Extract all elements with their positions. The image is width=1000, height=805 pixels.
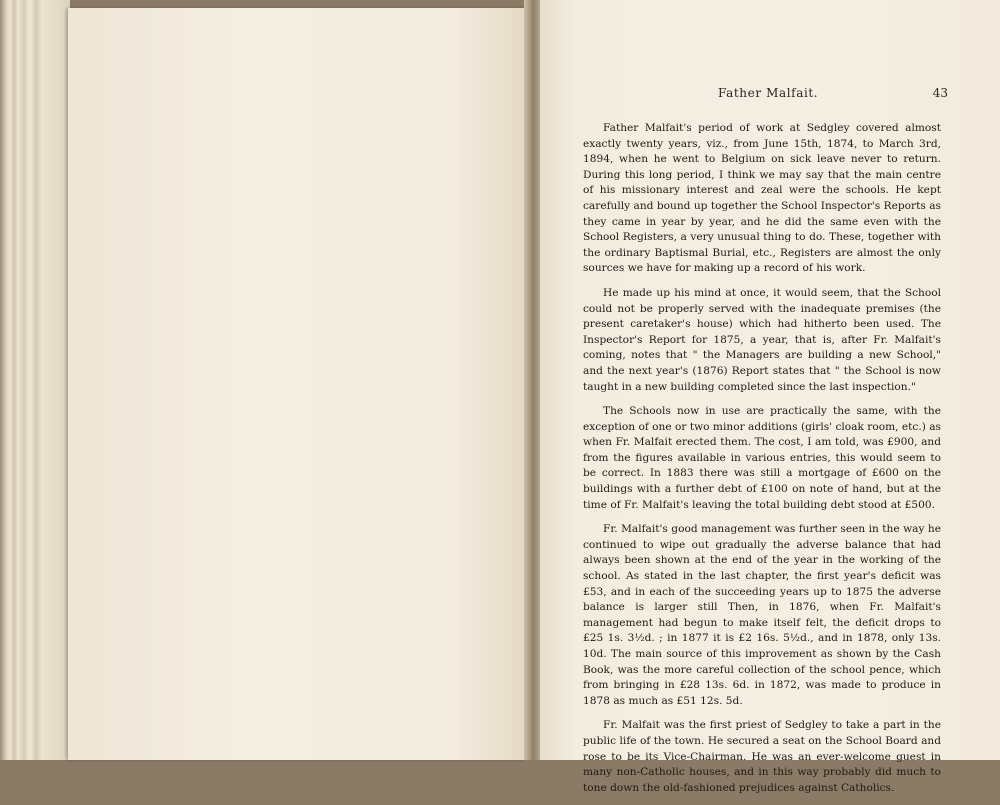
paragraph: Father Malfait's period of work at Sedgley covered almost exactly twenty years, viz., from June 15th, 1874, to March 3rd, 1894, when he went to Belgium on sick leave never to return. During this long period, I think we may say that the main centre of his missionary interest and zeal were the schools. He kept carefully and bound up together the School Inspector's Reports as they came in year by year, and he did the same even with the School Registers, a very unusual thing to do. These, together with the ordinary Baptismal Burial, etc., Registers are almost the only sources we have for making up a record of his work. (583, 122, 941, 275)
paragraph: The Schools now in use are practically the same, with the exception of one or two minor additions (girls' cloak room, etc.) as when Fr. Malfait erected them. The cost, I am told, was £900, and from the figures available in various entries, this would seem to be correct. In 1883 there was still a mortgage of £600 on the buildings with a further debt of £100 on note of hand, but at the time of Fr. Malfait's leaving the total building debt stood at £500. (583, 405, 941, 511)
page-number: 43 (932, 86, 948, 100)
running-head (580, 86, 952, 106)
page-edges (0, 0, 70, 760)
paragraph: Fr. Malfait's good management was further seen in the way he continued to wipe out gradually the adverse balance that had always been shown at the end of the year in the working of the school. As stated in the last chapter, the first year's deficit was £53, and in each of the succeeding years up to 1875 the adverse balance is larger still Then, in 1876, when Fr. Malfait's management had begun to make itself felt, the deficit drops to £25 1s. 3½d. ; in 1877 it is £2 16s. 5½d., and in 1878, only 13s. 10d. The main source of this improvement as shown by the Cash Book, was the more careful collection of the school pence, which from bringing in £28 13s. 6d. in 1872, was made to produce in 1878 as much as £51 12s. 5d. (583, 523, 941, 707)
paragraph: Fr. Malfait was the first priest of Sedgley to take a part in the public life of the town. He secured a seat on the School Board and rose to be its Vice-Chairman. He was an ever-welcome guest in many non-Catholic houses, and in this way probably did much to tone down the old-fashioned prejudices against Catholics. (583, 719, 941, 794)
left-blank-page (68, 8, 526, 760)
paragraph: He made up his mind at once, it would seem, that the School could not be properly served with the inadequate premises (the present caretaker's house) which had hitherto been used. The Inspector's Report for 1875, a year, that is, after Fr. Malfait's coming, notes that " the Managers are building a new School," and the next year's (1876) Report states that " the School is now taught in a new building completed since the last inspection." (583, 286, 941, 393)
running-title: Father Malfait. (718, 86, 819, 100)
body-text (583, 121, 941, 805)
